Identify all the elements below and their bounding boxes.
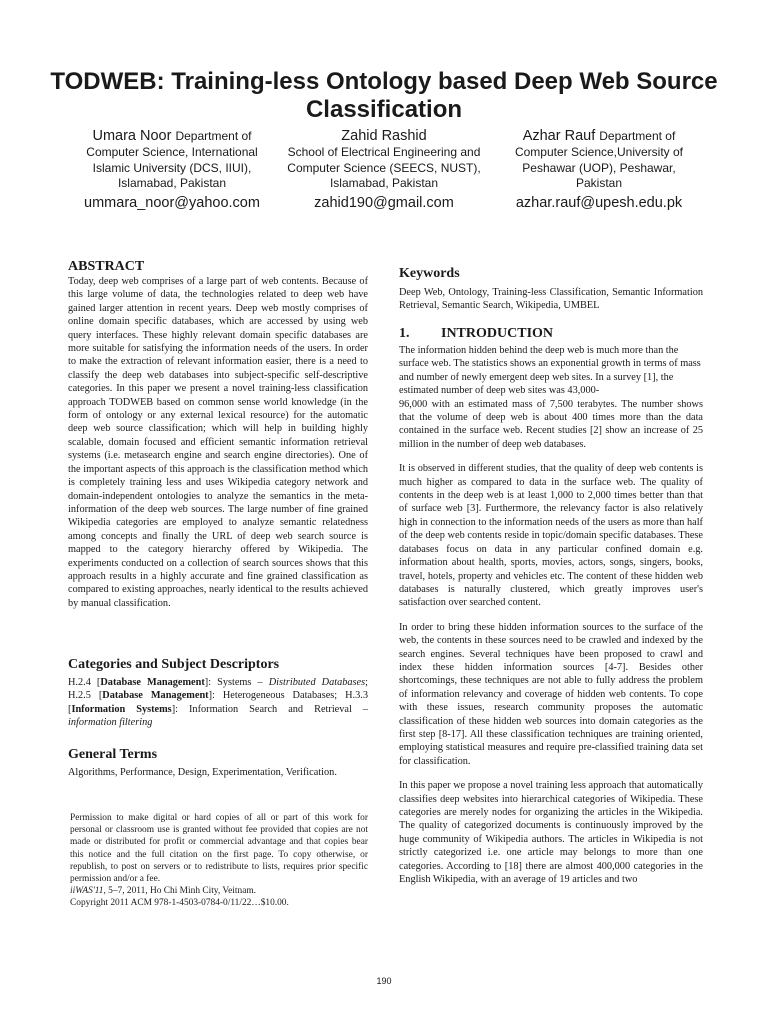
author-name: Umara Noor (92, 128, 172, 144)
author-dept: Department of (175, 129, 252, 143)
categories-section (68, 656, 368, 730)
abstract-text: Today, deep web comprises of a large part of web contents. Because of this large volume of data, the technologies related to deep web have gained larger attention in recent years. Deep web mostly comprises of online domain specific databases, which are accessed by using web query interfaces. These highly relevant domain specific databases are more suitable for satisfying the information needs of the users. In order to make the extraction of relevant information easier, there is a need to classify the deep web databases into subject-specific self-descriptive categories. In this paper we present a novel training-less classification approach TODWEB based on common sense world knowledge (in the form of ontology or any external lexical resource) for the automatic deep web source classification; which will help in building highly scalable, domain focused and efficient semantic information retrieval systems (i.e. metasearch engine and search engine directories). One of the important aspects of this approach is the classification method which is completely training less and uses Wikipedia category network and domain-independent ontologies to analyze the semantics in the meta-information of the deep web sources. The large number of fine grained Wikipedia categories are employed to analyze semantic relatedness among concepts and finally the URL of deep web search source is mapped to the category hierarchy offered by Wikipedia. The experiments conducted on a collection of search sources shows that this approach results in a highly accurate and fine grained classification as compared to existing approaches, nearly identical to the results achieved by manual classification. (68, 276, 368, 609)
copyright-line: Copyright 2011 ACM 978-1-4503-0784-0/11/22…$10.00. (70, 898, 289, 909)
categories-heading: Categories and Subject Descriptors (68, 657, 280, 672)
author-affiliation-line: Islamic University (DCS, IIUI), (92, 160, 252, 175)
author-affiliation-line: Peshawar (UOP), Peshawar, (522, 160, 676, 175)
author-email[interactable]: zahid190@gmail.com (314, 194, 454, 211)
intro-paragraph-3: In order to bring these hidden information sources to the surface of the web, the contents in these sources need to be crawled and indexed by the search engines. Several techniques have been proposed to crawl and index these hidden information sources [4-7]. Besides other shortcomings, these techniques are not able to fully address the problem of information relevancy and coverage of hidden web contents. To cope with these issues, research community proposes the automatic classification of these hidden web sources into domain categories as the first step [8-17]. All these classification techniques are training oriented, employing statistical measures and require pre-classified training data set for classification. (399, 621, 703, 767)
section-title: INTRODUCTION (441, 326, 554, 341)
author-affiliation-line: Pakistan (575, 176, 623, 191)
permission-notice (70, 812, 368, 910)
keywords-heading: Keywords (399, 266, 460, 281)
author-name: Zahid Rashid (341, 128, 427, 144)
author-affiliation-line: Computer Science, International (86, 145, 258, 159)
abstract-section (68, 258, 368, 610)
keywords-section (399, 265, 703, 313)
author-affiliation-line: Computer Science (SEECS, NUST), (287, 160, 481, 175)
general-terms-text: Algorithms, Performance, Design, Experimentation, Verification. (68, 767, 337, 778)
venue-details: , 5–7, 2011, Ho Chi Minh City, Veitnam. (103, 886, 256, 897)
intro-paragraph-1b: 96,000 with an estimated mass of 7,500 terabytes. The number shows that the volume of deep web is about 400 times more than the data contained in the surface web. Recent studies [2] show an increase of 25 million in the number of deep web databases. (399, 398, 703, 450)
intro-paragraph-2: It is observed in different studies, that the quality of deep web contents is much higher as compared to data in the surface web. The quality of contents in the deep web is at least 1,000 to 2,000 times better than that of surface web [3]. Furthermore, the relevancy factor is also relatively high in connection to the information needs of the users as more than half of the deep web contents reside in topic/domain specific databases. These databases focus on data in any particular confined domain e.g. information about health, sports, movies, actors, songs, singers, books, travel, hotels, property and vehicles etc. The content of these hidden web databases is naturally clustered, which greatly improves user's satisfaction over searched content. (399, 463, 703, 609)
categories-text: H.2.4 [Database Management]: Systems – Distributed Databases; H.2.5 [Database Management]: Heterogeneous Databases; H.3.3 [Information Systems]: Information Search and Retrieval – information filtering (68, 677, 368, 729)
author-block-2 (278, 128, 490, 213)
author-affiliation-line: Computer Science,University of (514, 145, 684, 159)
intro-paragraph-4: In this paper we propose a novel training less approach that automatically classifies deep websites into hierarchical categories of Wikipedia. These categories are merely nodes for organizing the articles in the Wikipedia. The quality of categorized documents is continuously improved by the huge community of Wikipedia authors. The articles in Wikipedia is not strictly categorized i.e. one article may belongs to more than one categories. According to [18] there are almost 400,000 categories in the English Wikipedia, with an average of 19 articles and two (399, 780, 703, 886)
author-name: Azhar Rauf (522, 128, 596, 144)
author-affiliation-line: Islamabad, Pakistan (329, 176, 439, 191)
introduction-heading (399, 325, 703, 342)
author-email[interactable]: azhar.rauf@upesh.edu.pk (515, 194, 683, 211)
venue-name: iiWAS'11 (70, 886, 104, 897)
page-number: 190 (376, 976, 392, 986)
permission-text: Permission to make digital or hard copies of all or part of this work for personal or classroom use is granted without fee provided that copies are not made or distributed for profit or commercial advantage and that copies bear this notice and the full citation on the first page. To copy otherwise, or republish, to post on servers or to redistribute to lists, requires prior specific permission and/or a fee. (70, 813, 368, 885)
intro-paragraph-1a: The information hidden behind the deep web is much more than the surface web. The statistics shows an exponential growth in terms of mass and number of newly emergent deep web sites. In a survey [1], the estimated number of deep web sites was 43,000- (399, 345, 701, 397)
author-email[interactable]: ummara_noor@yahoo.com (84, 194, 260, 211)
general-terms-section (68, 746, 368, 779)
author-affiliation-line: School of Electrical Engineering and (287, 145, 481, 159)
author-block-3 (498, 128, 700, 213)
keywords-text: Deep Web, Ontology, Training-less Classification, Semantic Information Retrieval, Semantic Search, Wikipedia, UMBEL (399, 287, 703, 312)
author-block-1 (62, 128, 282, 213)
author-affiliation-line: Islamabad, Pakistan (117, 176, 227, 191)
general-terms-heading: General Terms (68, 747, 158, 762)
author-dept: Department of (599, 129, 676, 143)
paper-title: TODWEB: Training-less Ontology based Deep Web Source Classification (50, 68, 718, 123)
abstract-heading: ABSTRACT (68, 259, 145, 274)
introduction-section (399, 325, 703, 886)
section-number: 1. (399, 326, 410, 341)
